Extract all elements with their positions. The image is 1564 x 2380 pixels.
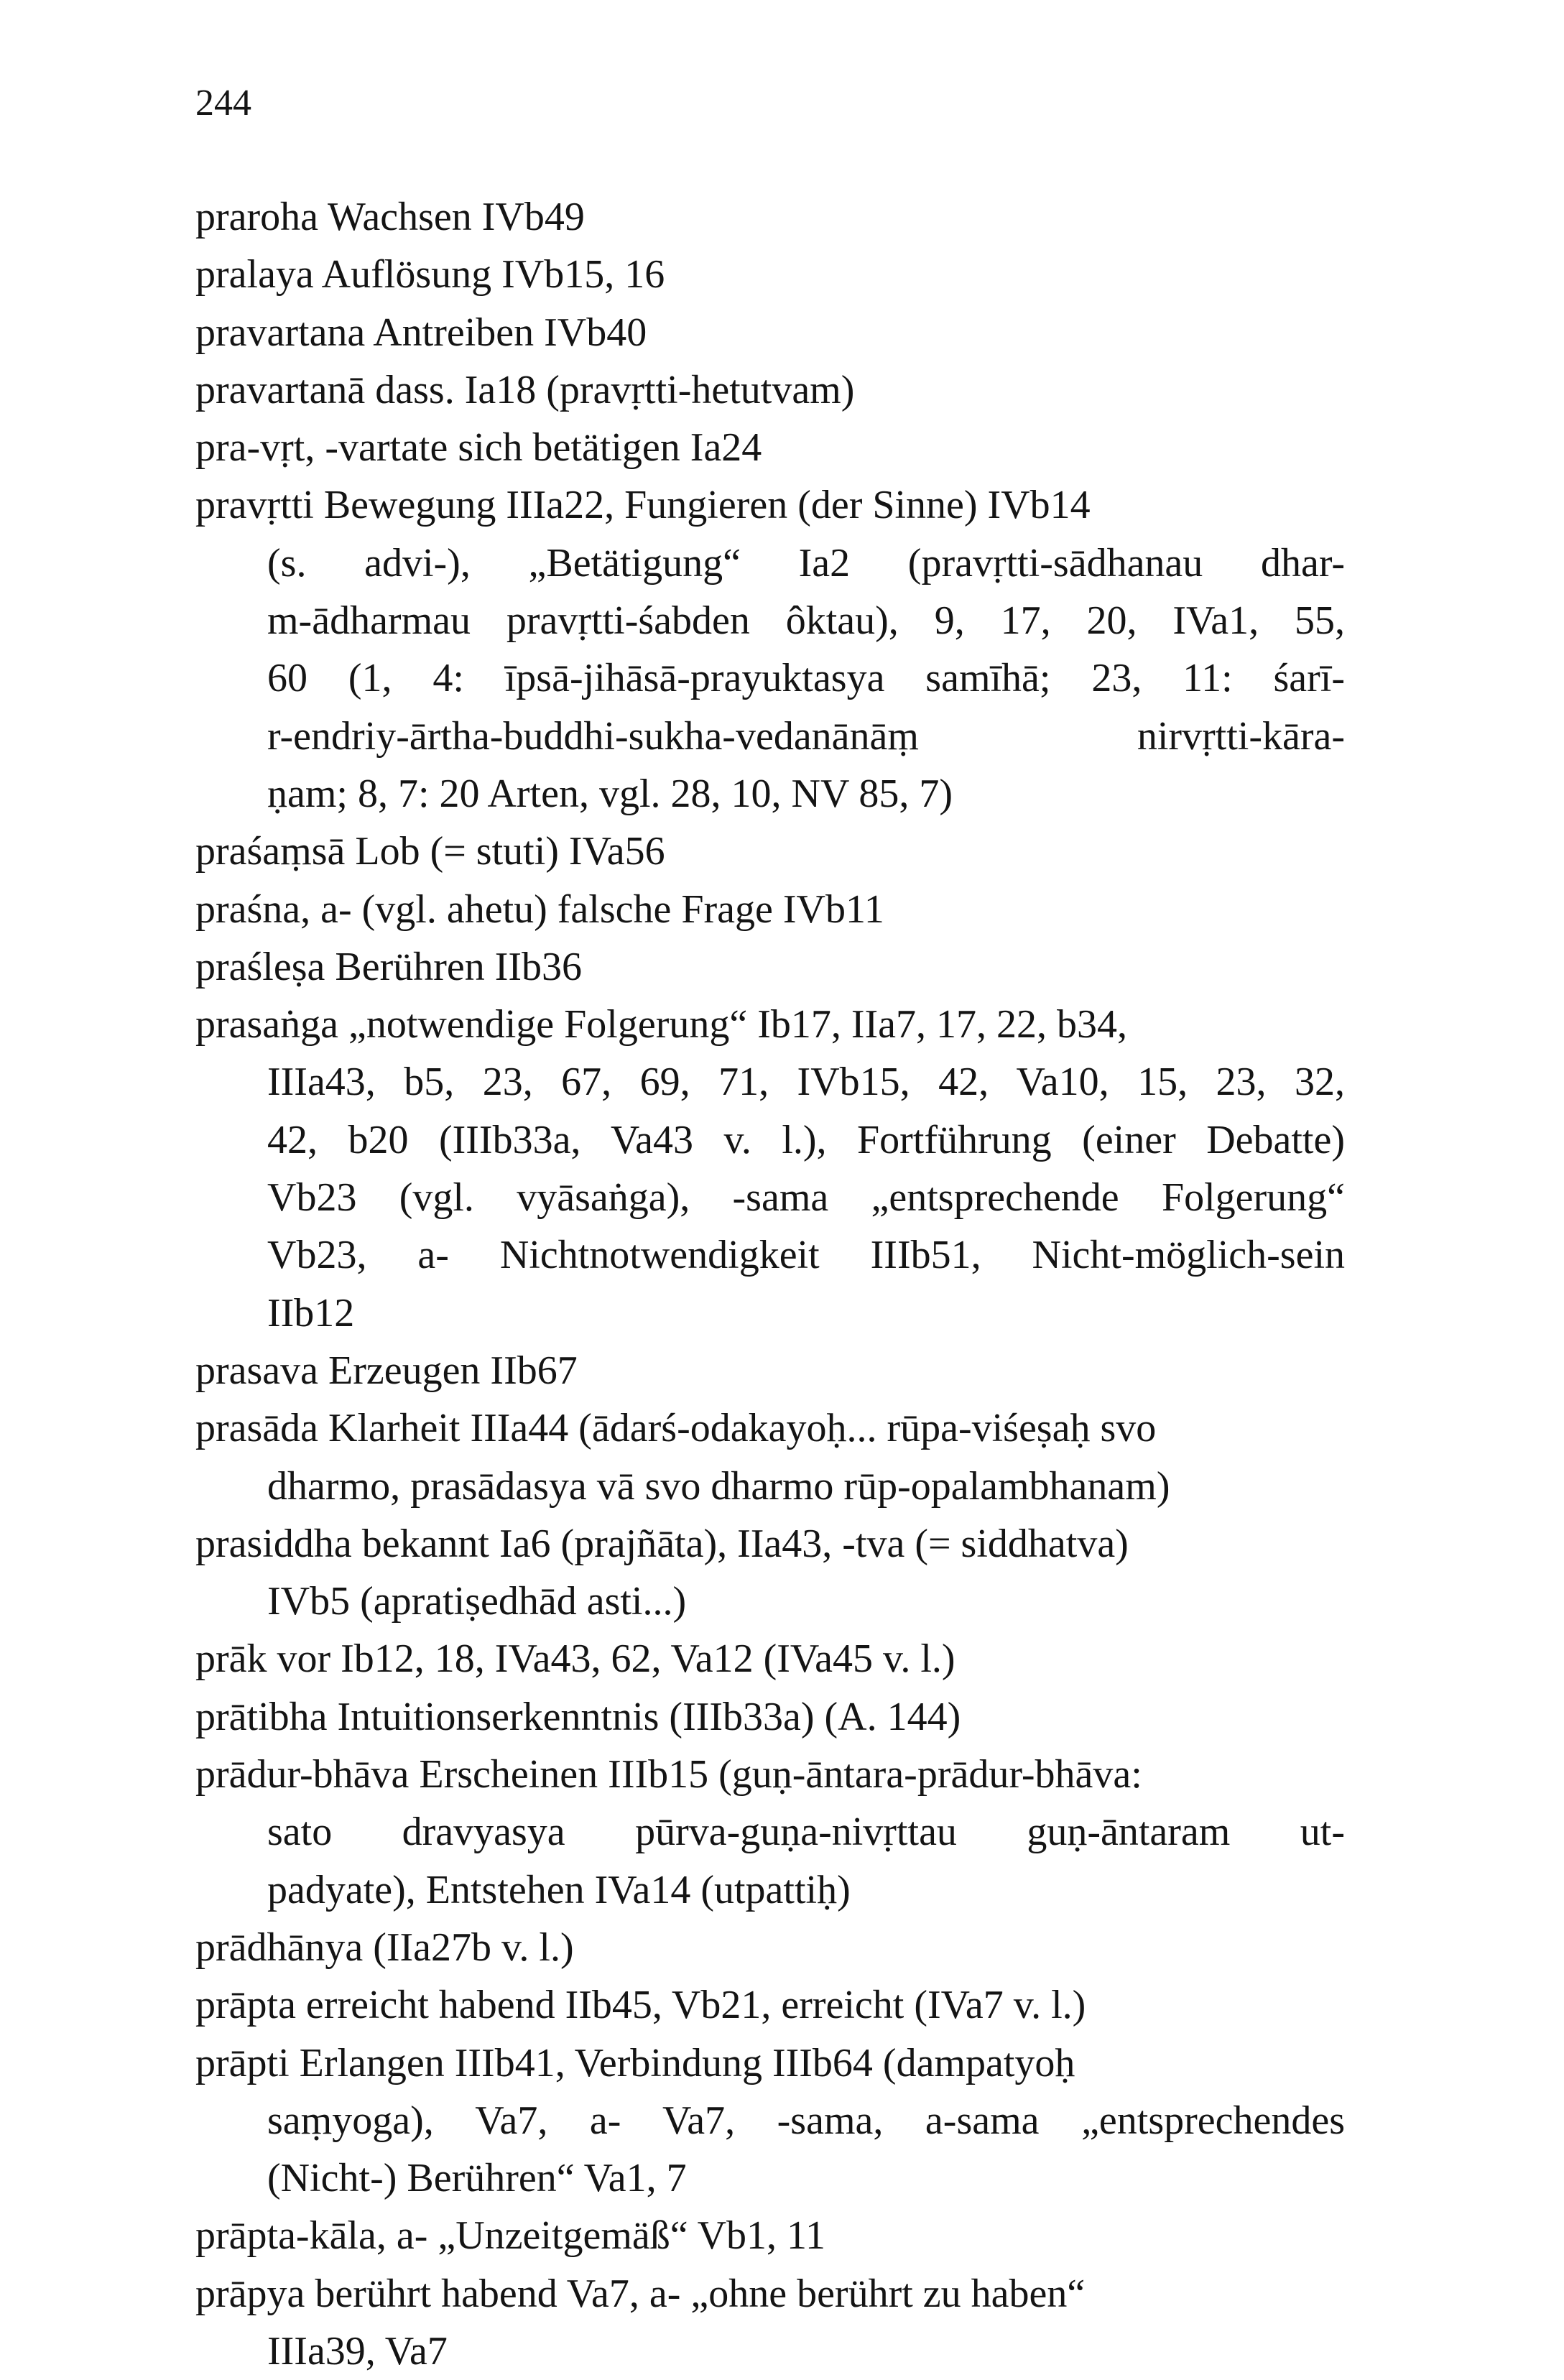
entry-head-line: prātibha Intuitionserkenntnis (IIIb33a) (A. 144) (195, 1694, 961, 1739)
entry-continuation-line: padyate), Entstehen IVa14 (utpattiḥ) (267, 1867, 851, 1912)
entry-head-line: prāk vor Ib12, 18, IVa43, 62, Va12 (IVa45 v. l.) (195, 1636, 955, 1682)
index-entries (195, 188, 1345, 2380)
entry-head-line: prasaṅga „notwendige Folgerung“ Ib17, IIa7, 17, 22, b34, (195, 1002, 1127, 1047)
entry-continuation-line: 42, b20 (IIIb33a, Va43 v. l.), Fortführung (einer Debatte) (267, 1117, 1345, 1162)
entry-continuation-line: Vb23, a- Nichtnotwendigkeit IIIb51, Nicht-möglich-sein (267, 1233, 1345, 1278)
entry-head-line: praśleṣa Berühren IIb36 (195, 944, 583, 989)
entry-head-line: prāpti Erlangen IIIb41, Verbindung IIIb64 (dampatyoḥ (195, 2040, 1075, 2085)
entry-head-line: prasiddha bekannt Ia6 (prajñāta), IIa43, -tva (= siddhatva) (195, 1521, 1129, 1566)
entry-head-line: praśaṃsā Lob (= stuti) IVa56 (195, 829, 665, 874)
entry-continuation-line: 60 (1, 4: īpsā-jihāsā-prayuktasya samīhā; 23, 11: śarī- (267, 656, 1345, 701)
entry-head-line: praśna, a- (vgl. ahetu) falsche Frage IVb11 (195, 886, 884, 932)
entry-continuation-line: m-ādharmau pravṛtti-śabden ôktau), 9, 17, 20, IVa1, 55, (267, 598, 1345, 644)
entry-continuation-line: dharmo, prasādasya vā svo dharmo rūp-opalambhanam) (267, 1463, 1170, 1509)
entry-continuation-line: IIIa39, Va7 (267, 2328, 448, 2374)
entry-head-line: prādur-bhāva Erscheinen IIIb15 (guṇ-āntara-prādur-bhāva: (195, 1752, 1142, 1797)
entry-head-line: pra-vṛt, -vartate sich betätigen Ia24 (195, 425, 762, 471)
entry-head-line: pralaya Auflösung IVb15, 16 (195, 252, 665, 297)
entry-head-line: prāpta-kāla, a- „Unzeitgemäß“ Vb1, 11 (195, 2213, 825, 2259)
entry-head-line: pravṛtti Bewegung IIIa22, Fungieren (der Sinne) IVb14 (195, 483, 1091, 528)
entry-head-line: pravartanā dass. Ia18 (pravṛtti-hetutvam) (195, 367, 855, 412)
entry-continuation-line: IIIa43, b5, 23, 67, 69, 71, IVb15, 42, Va10, 15, 23, 32, (267, 1060, 1345, 1105)
entry-head-line: prāpya berührt habend Va7, a- „ohne berührt zu haben“ (195, 2271, 1086, 2316)
entry-head-line: prasava Erzeugen IIb67 (195, 1348, 578, 1393)
entry-head-line: prasāda Klarheit IIIa44 (ādarś-odakayoḥ... rūpa-viśeṣaḥ svo (195, 1406, 1157, 1451)
entry-continuation-line: IIb12 (267, 1290, 355, 1335)
entry-continuation-line: (Nicht-) Berühren“ Va1, 7 (267, 2156, 687, 2201)
entry-head-line: praroha Wachsen IVb49 (195, 195, 585, 239)
entry-head-line: pravartana Antreiben IVb40 (195, 310, 647, 355)
entry-continuation-line: r-endriy-ārtha-buddhi-sukha-vedanānāṃ nirvṛtti-kāra- (267, 713, 1345, 759)
entry-continuation-line: ṇam; 8, 7: 20 Arten, vgl. 28, 10, NV 85, 7) (267, 771, 953, 816)
entry-continuation-line: Vb23 (vgl. vyāsaṅga), -sama „entsprechende Folgerung“ (267, 1175, 1345, 1221)
entry-head-line: prāpta erreicht habend IIb45, Vb21, erreicht (IVa7 v. l.) (195, 1983, 1086, 2028)
page-number: 244 (195, 83, 251, 124)
entry-continuation-line: sato dravyasya pūrva-guṇa-nivṛttau guṇ-āntaram ut- (267, 1810, 1345, 1855)
entry-continuation-line: (s. advi-), „Betätigung“ Ia2 (pravṛtti-sādhanau dhar- (267, 540, 1345, 585)
entry-continuation-line: IVb5 (apratiṣedhād asti...) (267, 1579, 687, 1624)
entry-continuation-line: saṃyoga), Va7, a- Va7, -sama, a-sama „entsprechendes (267, 2098, 1345, 2143)
entry-head-line: prādhānya (IIa27b v. l.) (195, 1925, 574, 1970)
